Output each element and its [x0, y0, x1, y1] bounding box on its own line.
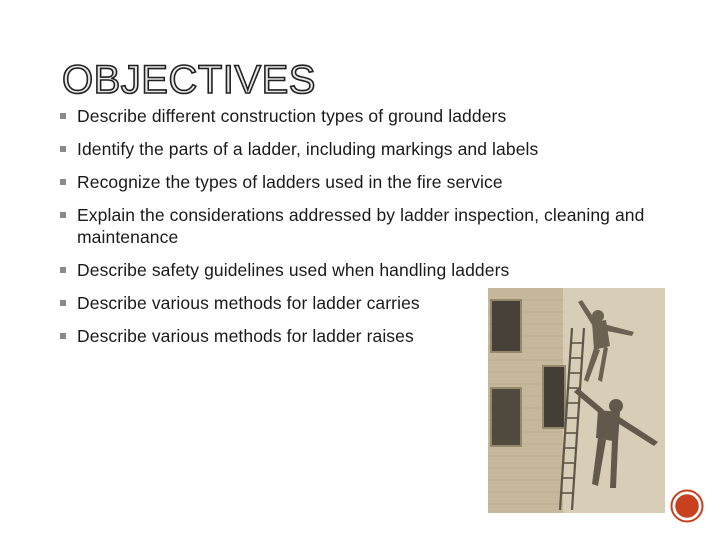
bullet-text: Identify the parts of a ladder, including markings and labels [77, 139, 539, 159]
list-item [60, 171, 660, 193]
list-item [60, 204, 660, 248]
slide-title-graphic [60, 56, 330, 100]
list-item [60, 259, 660, 281]
square-bullet-icon [60, 113, 66, 119]
square-bullet-icon [60, 300, 66, 306]
square-bullet-icon [60, 267, 66, 273]
bullet-text: Recognize the types of ladders used in the fire service [77, 172, 503, 192]
square-bullet-icon [60, 333, 66, 339]
bullet-text: Describe various methods for ladder carries [77, 293, 420, 313]
square-bullet-icon [60, 146, 66, 152]
square-bullet-icon [60, 212, 66, 218]
list-item [60, 138, 660, 160]
bullet-text: Explain the considerations addressed by ladder inspection, cleaning and maintenance [77, 205, 645, 247]
square-bullet-icon [60, 179, 66, 185]
next-slide-button[interactable] [670, 489, 704, 523]
bullet-text: Describe safety guidelines used when handling ladders [77, 260, 510, 280]
firefighters-ladder-photo [488, 288, 665, 513]
bullet-text: Describe different construction types of ground ladders [77, 106, 507, 126]
slide-title: OBJECTIVES [62, 58, 316, 100]
photo-illustration [488, 288, 665, 513]
list-item [60, 105, 660, 127]
next-slide-circle-icon [670, 489, 704, 523]
bullet-text: Describe various methods for ladder raises [77, 326, 414, 346]
title-container [60, 56, 330, 100]
